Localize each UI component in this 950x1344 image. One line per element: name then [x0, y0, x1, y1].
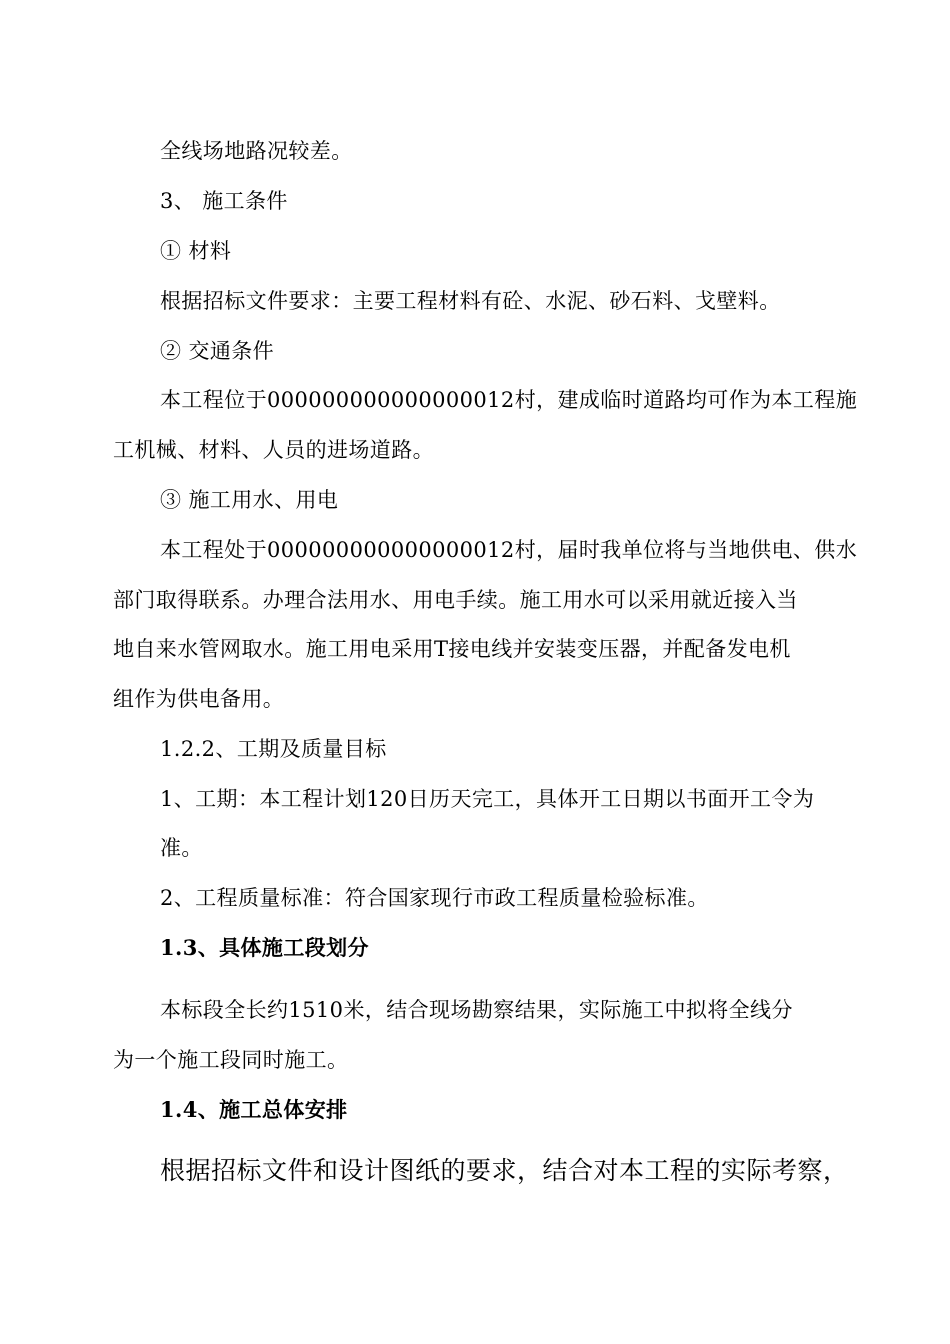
section-title: 3、 施工条件 [160, 189, 288, 213]
paragraph-line: 本工程位于000000000000000012村，建成临时道路均可作为本工程施 [160, 388, 858, 412]
paragraph-line: 2、工程质量标准：符合国家现行市政工程质量检验标准。 [160, 886, 709, 910]
paragraph-line: 组作为供电备用。 [113, 687, 285, 711]
paragraph-line: 地自来水管网取水。施工用电采用T接电线并安装变压器，并配备发电机 [113, 637, 791, 661]
section-heading: 1.4、施工总体安排 [160, 1097, 348, 1122]
subsection-title: ① 材料 [160, 239, 232, 263]
paragraph-line: 全线场地路况较差。 [160, 139, 353, 163]
paragraph-line: 本标段全长约1510米，结合现场勘察结果，实际施工中拟将全线分 [160, 998, 793, 1022]
section-title: 1.2.2、工期及质量目标 [160, 737, 387, 761]
paragraph-line: 根据招标文件要求：主要工程材料有砼、水泥、砂石料、戈壁料。 [160, 289, 781, 313]
paragraph-line: 根据招标文件和设计图纸的要求，结合对本工程的实际考察， [160, 1156, 849, 1185]
subsection-title: ③ 施工用水、用电 [160, 488, 339, 512]
paragraph-line: 准。 [160, 836, 203, 860]
subsection-title: ② 交通条件 [160, 339, 275, 363]
paragraph-line: 本工程处于000000000000000012村，届时我单位将与当地供电、供水 [160, 538, 858, 562]
paragraph-line: 工机械、材料、人员的进场道路。 [113, 438, 434, 462]
paragraph-line: 为一个施工段同时施工。 [113, 1048, 349, 1072]
paragraph-line: 1、工期：本工程计划120日历天完工，具体开工日期以书面开工令为 [160, 787, 815, 811]
section-heading: 1.3、具体施工段划分 [160, 935, 369, 960]
paragraph-line: 部门取得联系。办理合法用水、用电手续。施工用水可以采用就近接入当 [113, 588, 798, 612]
